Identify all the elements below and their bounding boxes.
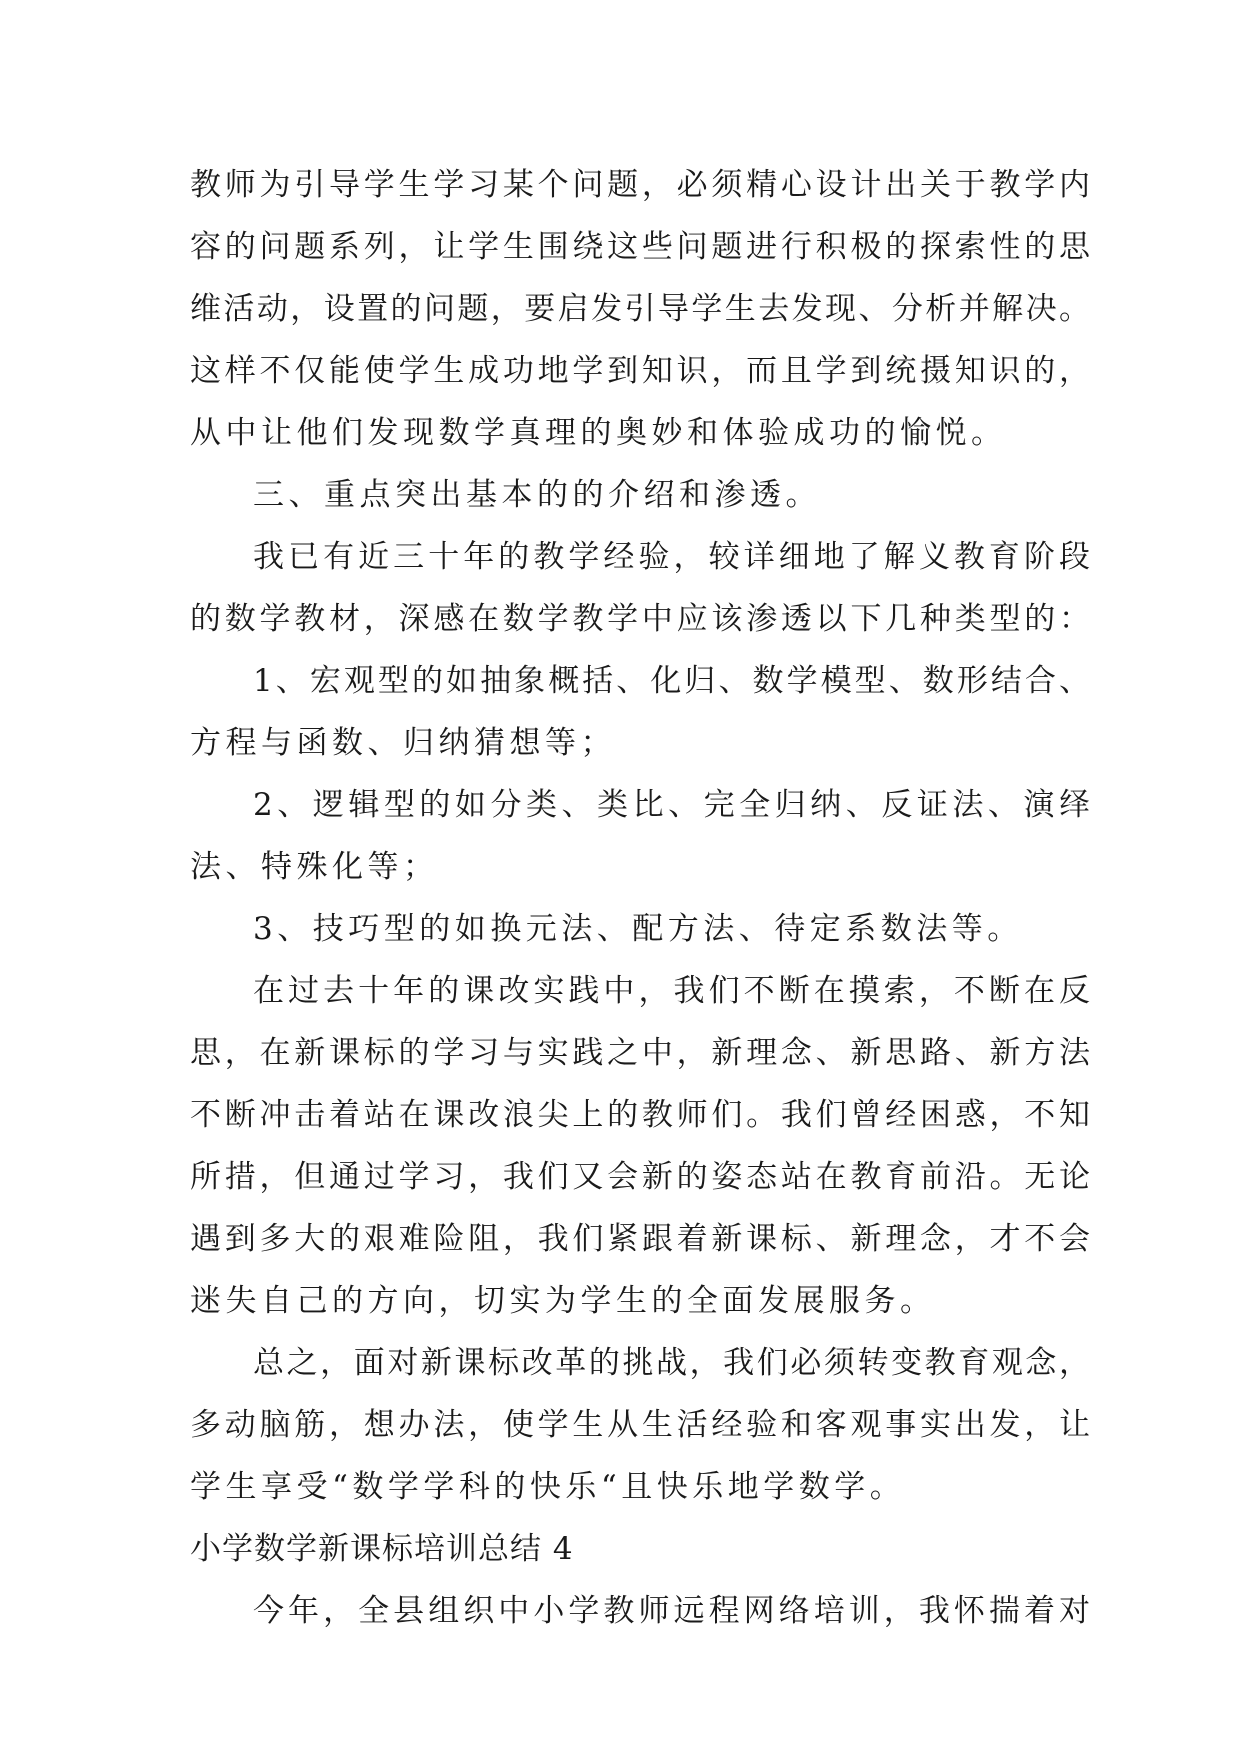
text-line-4: 这样不仅能使学生成功地学到知识，而且学到统摄知识的， bbox=[190, 353, 1090, 389]
text-line-1: 教师为引导学生学习某个问题，必须精心设计出关于教学内 bbox=[190, 167, 1090, 203]
text-line-14: 在过去十年的课改实践中，我们不断在摸索，不断在反 bbox=[253, 973, 1090, 1009]
text-line-2: 容的问题系列，让学生围绕这些问题进行积极的探索性的思 bbox=[190, 229, 1090, 265]
list-item-3: 3、技巧型的如换元法、配方法、待定系数法等。 bbox=[253, 911, 1023, 947]
text-line-21: 多动脑筋，想办法，使学生从生活经验和客观事实出发，让 bbox=[190, 1407, 1090, 1443]
text-line-3: 维活动，设置的问题，要启发引导学生去发现、分析并解决。 bbox=[190, 291, 1090, 327]
text-line-18: 遇到多大的艰难险阻，我们紧跟着新课标、新理念，才不会 bbox=[190, 1221, 1090, 1257]
text-line-22: 学生享受“数学学科的快乐“且快乐地学数学。 bbox=[190, 1469, 906, 1505]
text-line-19: 迷失自己的方向，切实为学生的全面发展服务。 bbox=[190, 1283, 936, 1319]
text-line-8: 的数学教材，深感在数学教学中应该渗透以下几种类型的： bbox=[190, 601, 1090, 637]
list-item-2: 2、逻辑型的如分类、类比、完全归纳、反证法、演绎 bbox=[253, 787, 1090, 823]
text-line-20: 总之，面对新课标改革的挑战，我们必须转变教育观念， bbox=[253, 1345, 1090, 1381]
text-line-10: 方程与函数、归纳猜想等； bbox=[190, 725, 616, 761]
section-title: 小学数学新课标培训总结 4 bbox=[190, 1531, 574, 1567]
text-line-24: 今年，全县组织中小学教师远程网络培训，我怀揣着对 bbox=[253, 1593, 1090, 1629]
text-line-12: 法、特殊化等； bbox=[190, 849, 439, 885]
text-line-5: 从中让他们发现数学真理的奥妙和体验成功的愉悦。 bbox=[190, 415, 1007, 451]
section-heading-3: 三、重点突出基本的的介绍和渗透。 bbox=[253, 477, 821, 513]
text-line-17: 所措，但通过学习，我们又会新的姿态站在教育前沿。无论 bbox=[190, 1159, 1090, 1195]
text-line-7: 我已有近三十年的教学经验，较详细地了解义教育阶段 bbox=[253, 539, 1090, 575]
text-line-15: 思，在新课标的学习与实践之中，新理念、新思路、新方法 bbox=[190, 1035, 1090, 1071]
list-item-1: 1、宏观型的如抽象概括、化归、数学模型、数形结合、 bbox=[253, 663, 1090, 699]
text-line-16: 不断冲击着站在课改浪尖上的教师们。我们曾经困惑，不知 bbox=[190, 1097, 1090, 1133]
